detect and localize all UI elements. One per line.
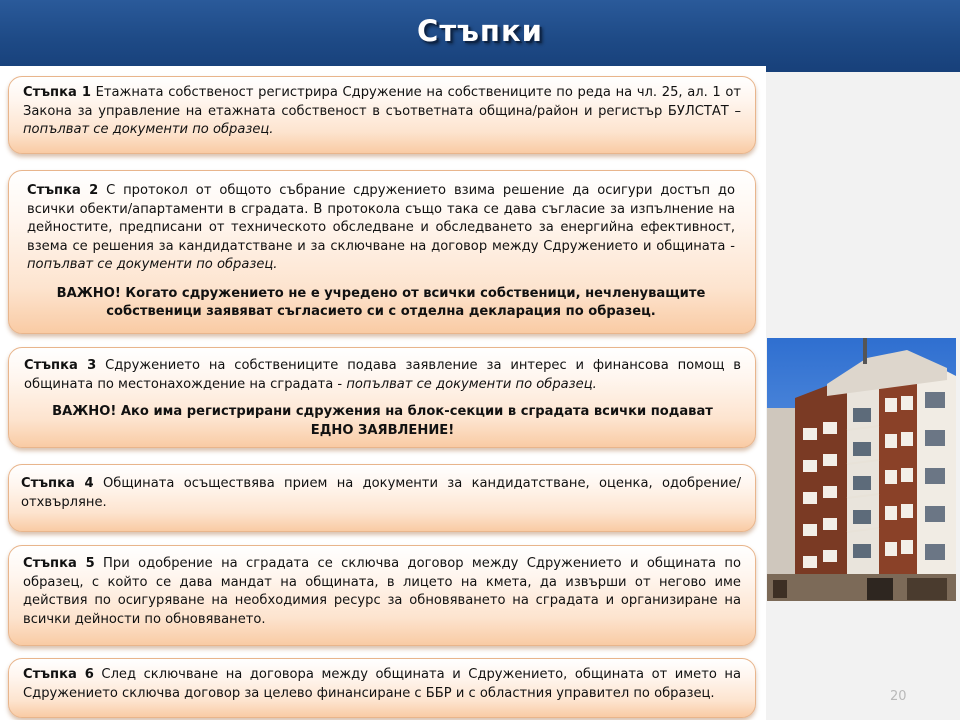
step-3-box (8, 347, 756, 448)
header-bar (0, 0, 960, 72)
step-3-note: ВАЖНО! Ако има регистрирани сдружения на блок-секции в сградата всички подават ЕДНО ЗАЯВЛЕНИЕ! (52, 404, 713, 438)
step-5-box (8, 545, 756, 646)
step-6-text: Стъпка 6 След сключване на договора между общината и Сдружението, общината от името на Сдружението сключва договор за целево финансиране с ББР и с областния управител по образец. (23, 667, 742, 701)
step-2-label: Стъпка 2 (27, 183, 99, 198)
step-6-label: Стъпка 6 (23, 667, 94, 682)
step-3-label: Стъпка 3 (24, 358, 97, 373)
building-photo (767, 338, 956, 601)
slide-title: Стъпки (417, 14, 543, 48)
step-5-text: Стъпка 5 При одобрение на сградата се сключва договор между Сдружението и общината по образец, с който се дава мандат на общината, в лицето на кмета, да извърши от негово име действия по осигуряване на необходимия ресурс за обновяването на сградата и организиране на всички дейности по обновяването. (23, 556, 741, 627)
step-5-label: Стъпка 5 (23, 556, 95, 571)
step-2-text: Стъпка 2 С протокол от общото събрание сдружението взима решение да осигури достъп до всички обекти/апартаменти в сградата. В протокола също така се дава съгласие за изпълнение на дейностите, предписани от техническото обследване и обследването за енергийна ефективност, взема се решения за кандидатстване и за сключване на договор между Сдружението и общината - попълват се документи по образец. (27, 183, 735, 272)
step-3-text: Стъпка 3 Сдружението на собствениците подава заявление за интерес и финансова помощ в общината по местонахождение на сградата - попълват се документи по образец. (24, 358, 741, 392)
step-4-label: Стъпка 4 (21, 476, 94, 491)
step-1-text: Стъпка 1 Етажната собственост регистрира Сдружение на собствениците по реда на чл. 25, ал. 1 от Закона за управление на етажната собственост в съответната община/район и регистър БУЛСТАТ – попълват се документи по образец. (23, 85, 742, 137)
step-4-text: Стъпка 4 Общината осъществява прием на документи за кандидатстване, оценка, одобрение/отхвърляне. (21, 476, 741, 510)
step-2-note: ВАЖНО! Когато сдружението не е учредено от всички собственици, нечленуващите собственици заявяват съгласието си с отделна декларация по образец. (56, 285, 706, 319)
step-4-box (8, 464, 756, 532)
step-2-box (8, 170, 756, 334)
step-6-box (8, 658, 756, 718)
step-1-box (8, 76, 756, 154)
building-illustration (767, 338, 956, 601)
step-1-label: Стъпка 1 (23, 85, 91, 100)
page-number: 20 (890, 689, 907, 704)
